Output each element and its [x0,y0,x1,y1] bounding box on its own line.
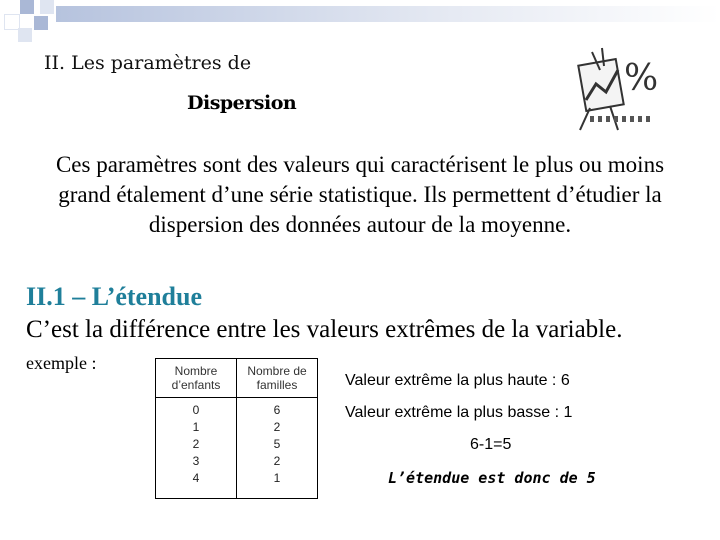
min-value-text: Valeur extrême la plus basse : 1 [345,404,573,421]
table-cell: 4 [192,471,200,485]
header-rule [56,6,720,22]
conclusion-text: L’étendue est donc de 5 [388,469,596,487]
svg-text:%: % [624,58,659,99]
example-label: exemple : [26,353,97,373]
table-column-familles [237,398,318,499]
table-cell: 2 [273,420,281,434]
slide-title: II. Les paramètres de [44,52,252,74]
deco-square [18,28,32,42]
max-value-text: Valeur extrême la plus haute : 6 [345,372,570,389]
difference-text: 6-1=5 [470,436,512,453]
deco-square [34,16,48,30]
table-cell: 5 [273,437,281,451]
intro-paragraph: Ces paramètres sont des valeurs qui caractérisent le plus ou moins grand étalement d’une série statistique. Ils permettent d’étudier la dispersion des données autour de la moyenne. [55,152,665,237]
table-cell: 3 [192,454,200,468]
table-column-enfants [156,398,237,499]
table-cell: 2 [192,437,200,451]
statistics-chart-percent-icon [568,40,668,132]
table-header: Nombre de familles [237,359,318,398]
deco-square [20,0,34,14]
table-cell: 1 [192,420,200,434]
section-title: II.1 – L’étendue [26,282,203,311]
definition-text: C’est la différence entre les valeurs extrêmes de la variable. [26,316,623,343]
frequency-table [155,358,318,499]
deco-square [40,0,54,14]
table-cell: 6 [273,403,281,417]
table-cell: 1 [273,471,281,485]
table-cell: 2 [273,454,281,468]
slide-title-highlight: Dispersion [187,92,297,114]
table-cell: 0 [192,403,200,417]
table-header: Nombre d’enfants [156,359,237,398]
